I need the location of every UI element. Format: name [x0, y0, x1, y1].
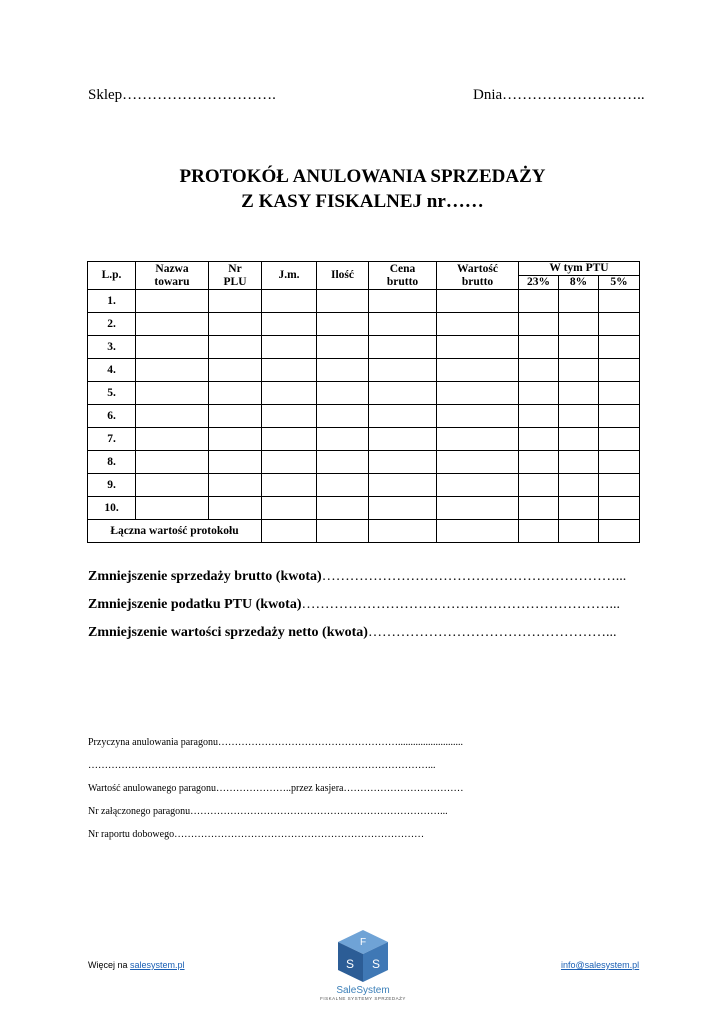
table-cell — [519, 474, 559, 497]
table-cell — [519, 520, 559, 543]
table-cell — [519, 313, 559, 336]
table-row — [88, 336, 640, 359]
col-header-lp: L.p. — [88, 262, 136, 290]
table-cell — [317, 451, 369, 474]
table-row — [88, 405, 640, 428]
table-cell — [559, 520, 599, 543]
table-cell — [317, 313, 369, 336]
row-number: 9. — [88, 474, 136, 497]
table-cell — [262, 290, 317, 313]
reason-continuation-field: …………………………………………………………………………………………... — [88, 760, 436, 771]
total-label: Łączna wartość protokołu — [88, 520, 262, 543]
attached-receipt-field: Nr załączonego paragonu…………………………………………………………………... — [88, 806, 448, 817]
table-cell — [317, 336, 369, 359]
table-cell — [209, 497, 262, 520]
table-cell — [262, 451, 317, 474]
document-title-line2: Z KASY FISKALNEJ nr…… — [241, 191, 484, 212]
table-cell — [369, 382, 437, 405]
table-cell — [209, 474, 262, 497]
table-cell — [599, 313, 640, 336]
logo-tagline: FISKALNE SYSTEMY SPRZEDAŻY — [320, 996, 406, 1001]
table-cell — [369, 428, 437, 451]
table-cell — [599, 520, 640, 543]
table-cell — [559, 290, 599, 313]
table-row — [88, 451, 640, 474]
table-row — [88, 428, 640, 451]
table-cell — [369, 451, 437, 474]
table-cell — [559, 405, 599, 428]
cancellation-table — [87, 261, 640, 543]
table-cell — [136, 382, 209, 405]
table-cell — [136, 474, 209, 497]
table-cell — [317, 497, 369, 520]
table-cell — [437, 497, 519, 520]
table-cell — [317, 428, 369, 451]
table-cell — [369, 474, 437, 497]
row-number: 7. — [88, 428, 136, 451]
table-cell — [136, 451, 209, 474]
col-header-ptu: W tym PTU — [519, 262, 640, 276]
table-cell — [209, 359, 262, 382]
table-row — [88, 313, 640, 336]
table-cell — [559, 382, 599, 405]
col-header-ptu-8: 8% — [559, 276, 599, 290]
row-number: 3. — [88, 336, 136, 359]
table-cell — [559, 336, 599, 359]
col-header-plu: Nr PLU — [209, 262, 262, 290]
table-cell — [437, 290, 519, 313]
summary-net-sales: Zmniejszenie wartości sprzedaży netto (kwota)……………………………………………... — [88, 625, 617, 640]
table-cell — [437, 336, 519, 359]
table-cell — [559, 474, 599, 497]
table-cell — [262, 359, 317, 382]
table-row — [88, 359, 640, 382]
table-cell — [437, 359, 519, 382]
table-cell — [519, 405, 559, 428]
col-header-ptu-5: 5% — [599, 276, 640, 290]
table-cell — [559, 497, 599, 520]
table-cell — [136, 313, 209, 336]
table-cell — [262, 428, 317, 451]
table-cell — [437, 451, 519, 474]
row-number: 1. — [88, 290, 136, 313]
col-header-ptu-23: 23% — [519, 276, 559, 290]
row-number: 2. — [88, 313, 136, 336]
table-cell — [369, 497, 437, 520]
table-cell — [262, 313, 317, 336]
table-row — [88, 474, 640, 497]
table-row — [88, 497, 640, 520]
table-total-row — [88, 520, 640, 543]
col-header-qty: Ilość — [317, 262, 369, 290]
table-cell — [599, 336, 640, 359]
website-link[interactable]: salesystem.pl — [130, 960, 185, 970]
footer-email — [561, 960, 639, 970]
table-cell — [519, 336, 559, 359]
footer-more-info: Więcej na salesystem.pl — [88, 960, 185, 970]
table-cell — [369, 290, 437, 313]
table-cell — [599, 428, 640, 451]
table-cell — [519, 359, 559, 382]
table-cell — [519, 382, 559, 405]
table-cell — [136, 405, 209, 428]
table-cell — [262, 405, 317, 428]
table-cell — [209, 313, 262, 336]
table-cell — [559, 428, 599, 451]
document-title-line1: PROTOKÓŁ ANULOWANIA SPRZEDAŻY — [179, 166, 546, 187]
table-cell — [599, 359, 640, 382]
logo-wordmark: SaleSystem — [336, 985, 390, 996]
table-cell — [437, 428, 519, 451]
table-cell — [262, 382, 317, 405]
email-link[interactable]: info@salesystem.pl — [561, 960, 640, 970]
table-cell — [599, 474, 640, 497]
table-row — [88, 290, 640, 313]
svg-text:S: S — [345, 957, 355, 971]
table-cell — [599, 382, 640, 405]
table-cell — [262, 474, 317, 497]
table-cell — [559, 313, 599, 336]
col-header-price: Cena brutto — [369, 262, 437, 290]
table-cell — [136, 359, 209, 382]
row-number: 4. — [88, 359, 136, 382]
table-cell — [209, 382, 262, 405]
table-cell — [519, 290, 559, 313]
col-header-name: Nazwa towaru — [136, 262, 209, 290]
row-number: 8. — [88, 451, 136, 474]
table-cell — [136, 290, 209, 313]
table-cell — [369, 313, 437, 336]
shop-field: Sklep…………………………. — [88, 87, 276, 103]
table-row — [88, 382, 640, 405]
table-cell — [599, 405, 640, 428]
table-cell — [317, 405, 369, 428]
table-cell — [209, 290, 262, 313]
summary-gross-sales: Zmniejszenie sprzedaży brutto (kwota)………………………………………………………... — [88, 569, 627, 584]
table-cell — [262, 520, 317, 543]
table-cell — [136, 336, 209, 359]
receipt-value-field: Wartość anulowanego paragonu…………………..przez kasjera……………………………… — [88, 783, 464, 794]
col-header-unit: J.m. — [262, 262, 317, 290]
table-cell — [559, 359, 599, 382]
table-cell — [437, 313, 519, 336]
table-cell — [369, 336, 437, 359]
table-cell — [262, 336, 317, 359]
table-cell — [519, 451, 559, 474]
table-cell — [262, 497, 317, 520]
table-cell — [519, 428, 559, 451]
table-cell — [209, 405, 262, 428]
table-cell — [317, 520, 369, 543]
table-cell — [317, 290, 369, 313]
table-cell — [209, 428, 262, 451]
table-cell — [437, 405, 519, 428]
svg-text:S: S — [371, 957, 381, 971]
table-cell — [437, 382, 519, 405]
row-number: 6. — [88, 405, 136, 428]
table-cell — [599, 290, 640, 313]
table-cell — [209, 336, 262, 359]
daily-report-field: Nr raportu dobowego………………………………………………………………… — [88, 829, 425, 840]
table-cell — [369, 520, 437, 543]
table-cell — [437, 474, 519, 497]
table-cell — [317, 474, 369, 497]
table-cell — [369, 405, 437, 428]
table-cell — [559, 451, 599, 474]
svg-text:F: F — [359, 937, 367, 948]
reason-field: Przyczyna anulowania paragonu……………………………………………….......................... — [88, 737, 463, 748]
table-cell — [317, 359, 369, 382]
table-cell — [599, 451, 640, 474]
table-cell — [136, 497, 209, 520]
table-cell — [136, 428, 209, 451]
col-header-value: Wartość brutto — [437, 262, 519, 290]
row-number: 10. — [88, 497, 136, 520]
table-cell — [317, 382, 369, 405]
row-number: 5. — [88, 382, 136, 405]
table-cell — [369, 359, 437, 382]
table-cell — [519, 497, 559, 520]
table-cell — [437, 520, 519, 543]
date-field: Dnia……………………….. — [473, 87, 645, 103]
table-cell — [209, 451, 262, 474]
table-cell — [599, 497, 640, 520]
summary-ptu-tax: Zmniejszenie podatku PTU (kwota)…………………………………………………………... — [88, 597, 621, 612]
